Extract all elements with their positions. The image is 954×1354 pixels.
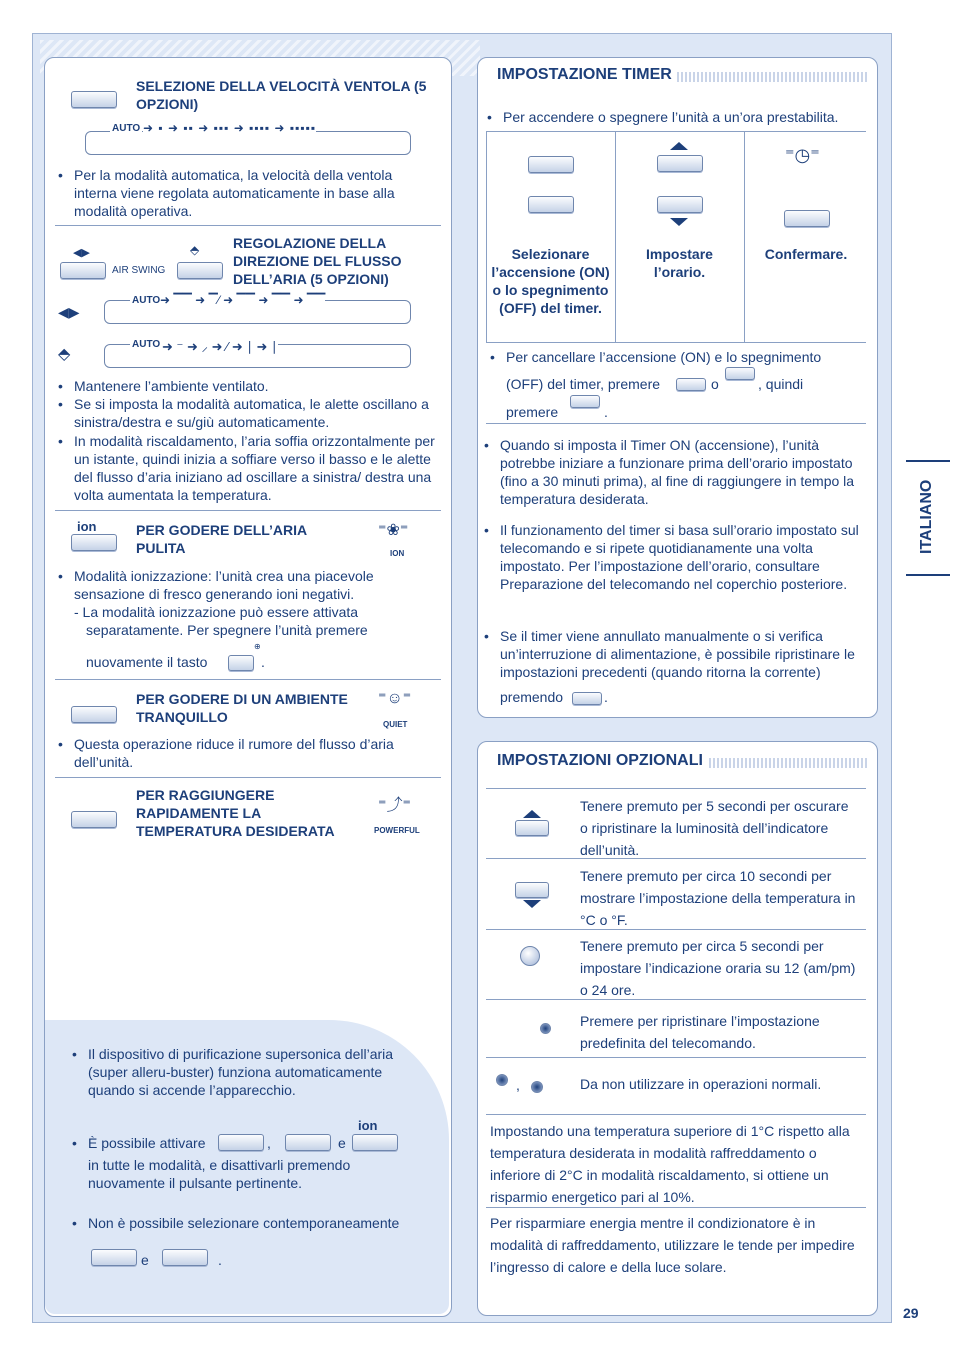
note-2-e: e	[338, 1135, 346, 1151]
note-3-period: .	[218, 1252, 222, 1268]
ion-subnote: - La modalità ionizzazione può essere attivata separatamente. Per spegnere l’unità premere	[74, 604, 368, 638]
ion-subnote-2: nuovamente il tasto	[86, 654, 208, 670]
ion-subnote-period: .	[261, 654, 265, 670]
timer-col1-text: Selezionare l’accensione (ON) o lo spegnimento (OFF) del timer.	[491, 246, 610, 316]
timer-restore-button[interactable]	[572, 692, 602, 705]
language-label: ITALIANO	[918, 479, 935, 554]
fan-speed-title: SELEZIONE DELLA VELOCITÀ VENTOLA (5 OPZIONI)	[136, 78, 427, 112]
timer-set-button[interactable]	[784, 210, 830, 227]
ion-mode-icon-label: ION	[390, 549, 405, 558]
timer-on-ref-button[interactable]	[676, 378, 706, 391]
quiet-button[interactable]	[71, 706, 117, 723]
optional-row-3: Tenere premuto per circa 5 secondi per impostare l’indicazione oraria su 12 (am/pm) o 24 ore.	[580, 938, 856, 998]
divider	[486, 1114, 866, 1115]
timer-on-button[interactable]	[528, 156, 574, 173]
optional-note-2: Per risparmiare energia mentre il condizionatore è in modalità di raffreddamento, utilizzare le tende per impedire l’ingresso di calore e della luce solare.	[490, 1215, 855, 1275]
note-2-tail: in tutte le modalità, e disattivarli premendo nuovamente il pulsante pertinente.	[88, 1157, 351, 1191]
divider	[486, 929, 866, 930]
ion-button-label: ion	[77, 519, 97, 534]
divider	[55, 510, 441, 511]
brightness-button[interactable]	[515, 820, 549, 836]
timer-cancel-o: o	[711, 376, 719, 392]
ion-key-marker-icon: ⊕	[254, 642, 261, 651]
timer-cancel-quindi: , quindi	[758, 376, 804, 392]
divider	[55, 225, 441, 226]
note-2-comma: ,	[267, 1135, 271, 1151]
optional-row-1: Tenere premuto per 5 secondi per oscurare o ripristinare la luminosità dell’indicatore dell’unità.	[580, 798, 849, 858]
up-down-arrows-icon: ⬘	[58, 346, 71, 363]
divider	[486, 131, 866, 132]
note-3-e: e	[141, 1252, 149, 1268]
airflow-title: REGOLAZIONE DELLA DIREZIONE DEL FLUSSO DELL’ARIA (5 OPZIONI)	[233, 235, 402, 287]
page-number: 29	[903, 1305, 919, 1321]
horizontal-seq-auto-label: AUTO	[132, 295, 161, 306]
reset-button[interactable]	[540, 1023, 551, 1034]
optional-heading: IMPOSTAZIONI OPZIONALI	[497, 752, 707, 770]
divider	[486, 858, 866, 859]
powerful-title: PER RAGGIUNGERE RAPIDAMENTE LA TEMPERATURA DESIDERATA	[136, 787, 335, 839]
optional-row-5-comma: ,	[516, 1077, 520, 1093]
note-button-2[interactable]	[285, 1134, 331, 1151]
ion-button[interactable]	[71, 534, 117, 551]
timer-set-ref-button[interactable]	[570, 395, 600, 408]
up-down-arrows-icon: ⬘	[190, 243, 200, 257]
time-down-button[interactable]	[657, 196, 703, 213]
divider	[486, 788, 866, 789]
timer-col3-text: Confermare.	[764, 246, 848, 262]
air-swing-lr-button[interactable]	[60, 262, 106, 279]
clock-format-button[interactable]	[520, 946, 540, 966]
note-3-button-1[interactable]	[91, 1249, 137, 1266]
fan-speed-levels-icon: ➜ ▪ ➜ ▪▪ ➜ ▪▪▪ ➜ ▪▪▪▪ ➜ ▪▪▪▪▪	[143, 121, 317, 135]
ion-key-button[interactable]	[228, 655, 254, 671]
timer-cancel-period: .	[604, 404, 608, 420]
fan-seq-auto-label: AUTO	[112, 123, 141, 134]
timer-off-ref-button[interactable]	[725, 367, 755, 380]
divider	[486, 1057, 866, 1058]
divider	[55, 679, 441, 680]
column-divider	[486, 131, 487, 342]
quiet-mode-icon-label: QUIET	[383, 720, 408, 729]
quiet-mode-icon: ⁼☺⁼	[378, 690, 412, 707]
left-right-arrows-icon: ◀▶	[58, 304, 80, 320]
left-right-arrows-icon: ◀▶	[73, 247, 90, 259]
note-ion-label: ion	[358, 1118, 378, 1133]
quiet-title: PER GODERE DI UN AMBIENTE TRANQUILLO	[136, 691, 348, 725]
timer-cancel-line2: (OFF) del timer, premere	[506, 376, 661, 392]
column-divider	[744, 131, 745, 342]
up-arrow-icon	[670, 142, 688, 150]
timer-bullet-3-period: .	[604, 689, 608, 705]
temp-unit-button[interactable]	[515, 882, 549, 898]
vertical-louver-positions-icon: ➜ ⁻ ➜ ⸝ ➜ ⁄ ➜ ∣ ➜ ∣	[162, 339, 278, 354]
powerful-button[interactable]	[71, 811, 117, 828]
fan-speed-button[interactable]	[71, 91, 117, 108]
column-divider	[615, 131, 616, 342]
optional-row-4: Premere per ripristinare l’impostazione predefinita del telecomando.	[580, 1013, 820, 1051]
note-ion-button[interactable]	[352, 1134, 398, 1151]
up-arrow-icon	[523, 810, 541, 818]
horizontal-louver-positions-icon: ➜ ▔▔ ➜ ▔⁄ ➜ ▔▔ ➜ ▔▔ ➜ ▔▔	[160, 293, 326, 307]
powerful-mode-icon-label: POWERFUL	[374, 826, 420, 835]
down-arrow-icon	[523, 900, 541, 908]
service-button-2[interactable]	[531, 1081, 543, 1093]
air-swing-label: AIR SWING	[112, 265, 166, 276]
ion-mode-icon: ⁼❀⁼	[378, 522, 409, 539]
optional-row-5: Da non utilizzare in operazioni normali.	[580, 1076, 822, 1092]
divider	[486, 423, 866, 424]
ion-title: PER GODERE DELL’ARIA PULITA	[136, 522, 307, 556]
vertical-seq-auto-label: AUTO	[132, 339, 161, 350]
optional-note-1: Impostando una temperatura superiore di 1°C rispetto alla temperatura desiderata in modalità raffreddamento o inferiore di 2°C in modalità riscaldamento, si ottiene un risparmio energetico pari al 10%.	[490, 1123, 850, 1205]
powerful-mode-icon: ⁼⤴⁼	[378, 797, 411, 814]
timer-off-button[interactable]	[528, 196, 574, 213]
timer-clock-icon: ⁼◷⁼	[785, 145, 820, 165]
optional-row-2: Tenere premuto per circa 10 secondi per mostrare l’impostazione della temperatura in °C o °F.	[580, 868, 856, 928]
divider	[486, 1207, 866, 1208]
divider	[486, 342, 866, 343]
timer-cancel-line3: premere	[506, 404, 559, 420]
down-arrow-icon	[670, 218, 688, 226]
timer-heading: IMPOSTAZIONE TIMER	[497, 66, 676, 84]
language-side-tab	[906, 460, 950, 576]
divider	[55, 777, 441, 778]
time-up-button[interactable]	[657, 155, 703, 172]
note-3-button-2[interactable]	[162, 1249, 208, 1266]
timer-col2-text: Impostare l’orario.	[646, 246, 713, 280]
divider	[486, 999, 866, 1000]
air-swing-ud-button[interactable]	[177, 262, 223, 279]
service-button-1[interactable]	[496, 1074, 508, 1086]
timer-bullet-3-tail: premendo	[500, 689, 564, 705]
note-button-1[interactable]	[218, 1134, 264, 1151]
